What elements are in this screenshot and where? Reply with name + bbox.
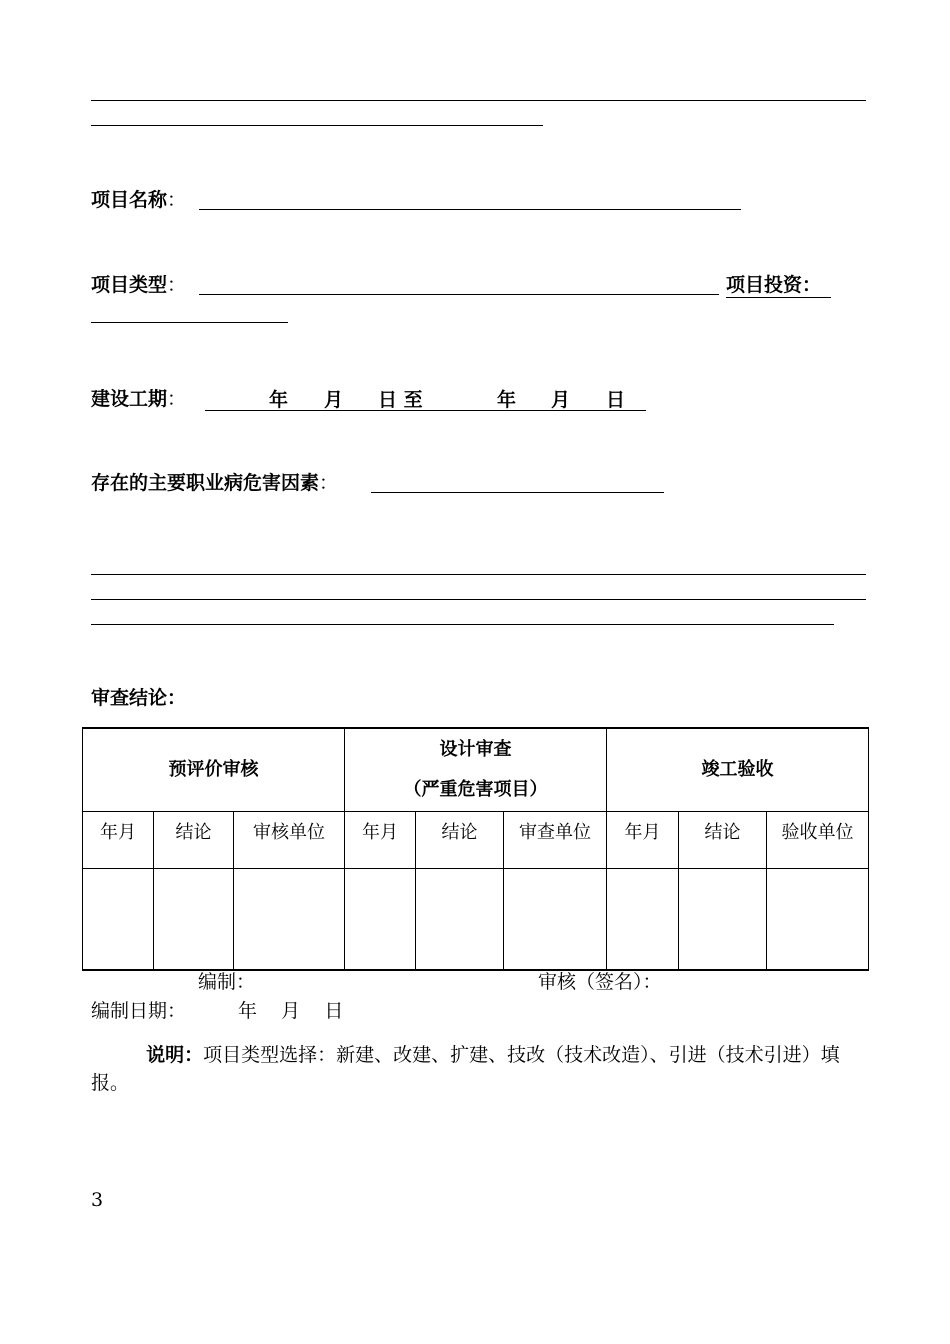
top-rule-2	[91, 125, 543, 126]
note-bold-label: 说明：	[146, 1044, 204, 1066]
entry-cell[interactable]	[416, 869, 504, 971]
entry-cell[interactable]	[345, 869, 416, 971]
page-number: 3	[91, 1189, 104, 1211]
entry-cell[interactable]	[767, 869, 869, 971]
compiled-by-label: 编制：	[198, 971, 256, 993]
hazards-field[interactable]	[371, 470, 664, 493]
subheader-cell: 结论	[154, 812, 234, 869]
start-day: 日 至	[378, 389, 423, 411]
start-month: 月	[324, 389, 344, 411]
subheader-cell: 审核单位	[234, 812, 345, 869]
project-name-field[interactable]	[199, 187, 741, 210]
conclusion-heading: 审查结论：	[91, 687, 187, 709]
top-rule-1	[91, 100, 866, 101]
group-header-design-review: 设计审查 （严重危害项目）	[345, 728, 607, 812]
subheader-cell: 验收单位	[767, 812, 869, 869]
group-header-completion-acceptance: 竣工验收	[607, 728, 869, 812]
entry-cell[interactable]	[234, 869, 345, 971]
end-month: 月	[551, 389, 571, 411]
entry-cell[interactable]	[83, 869, 154, 971]
project-type-field[interactable]	[199, 272, 719, 295]
group-header-pre-assessment: 预评价审核	[83, 728, 345, 812]
subheader-cell: 结论	[679, 812, 767, 869]
construction-period-label: 建设工期：	[91, 388, 187, 410]
subheader-cell: 结论	[416, 812, 504, 869]
project-type-label: 项目类型：	[91, 274, 187, 296]
subheader-cell: 审查单位	[504, 812, 607, 869]
end-year: 年	[497, 389, 517, 411]
reviewed-by-label: 审核（签名）：	[538, 971, 662, 993]
entry-cell[interactable]	[154, 869, 234, 971]
note-text: 项目类型选择：新建、改建、扩建、技改（技术改造）、引进（技术引进）填报。	[91, 1044, 840, 1094]
review-table	[82, 727, 869, 971]
hazards-label: 存在的主要职业病危害因素：	[91, 472, 339, 494]
hazards-rule-1	[91, 574, 866, 575]
subheader-cell: 年月	[83, 812, 154, 869]
subheader-cell: 年月	[345, 812, 416, 869]
end-day: 日	[606, 389, 626, 411]
project-name-label: 项目名称：	[91, 189, 187, 211]
project-investment-field[interactable]	[91, 300, 288, 323]
subheader-cell: 年月	[607, 812, 679, 869]
entry-cell[interactable]	[679, 869, 767, 971]
entry-cell[interactable]	[607, 869, 679, 971]
start-year: 年	[269, 389, 289, 411]
project-investment-label: 项目投资：	[726, 273, 831, 298]
entry-cell[interactable]	[504, 869, 607, 971]
compile-date-label: 编制日期：	[91, 1000, 187, 1022]
instruction-note	[91, 1041, 861, 1097]
hazards-rule-3	[91, 624, 834, 625]
construction-period-field[interactable]	[205, 384, 646, 411]
compile-date-parts: 年 月 日	[238, 1000, 344, 1022]
hazards-rule-2	[91, 599, 866, 600]
